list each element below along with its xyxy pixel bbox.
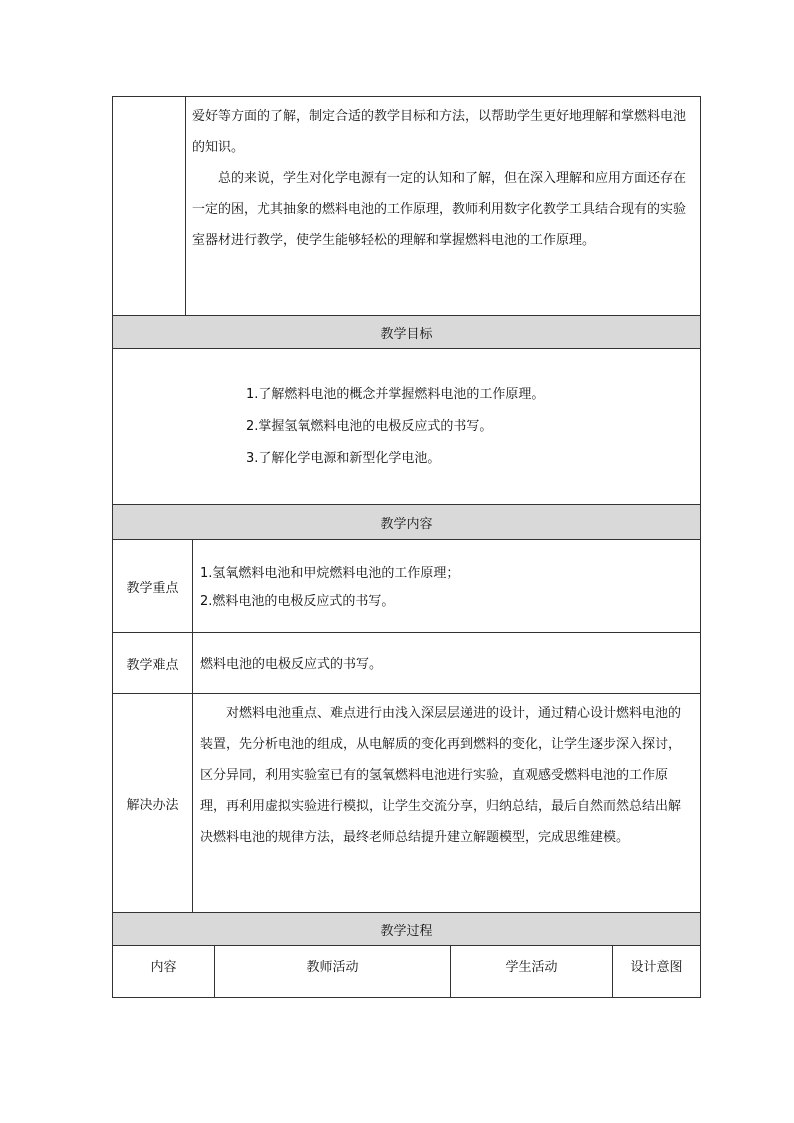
- objective-item: 2.掌握氢氧燃料电池的电极反应式的书写。: [246, 419, 493, 434]
- difficulties-cell: [192, 632, 701, 694]
- process-col-teacher: [214, 945, 451, 998]
- difficulties-label-cell: [112, 632, 193, 694]
- key-points-label: 教学重点: [126, 580, 179, 596]
- difficulties-label: 教学难点: [126, 657, 179, 673]
- intro-paragraph-1: 爱好等方面的了解，制定合适的教学目标和方法，以帮助学生更好地理解和掌燃料电池的知识。: [192, 109, 687, 155]
- col-header-intent: 设计意图: [630, 960, 683, 975]
- key-points-label-cell: [112, 539, 193, 633]
- col-header-content: 内容: [150, 960, 177, 975]
- solution-label-cell: [112, 693, 193, 913]
- key-points-cell: [192, 539, 701, 633]
- solution-text: 对燃料电池重点、难点进行由浅入深层层递进的设计，通过精心设计燃料电池的装置，先分析电池的组成，从电解质的变化再到燃料的变化，让学生逐步深入探讨，区分异同，利用实验室已有的氢氧燃料电池进行实验，直观感受燃料电池的工作原理，再利用虚拟实验进行模拟，让学生交流分享，归纳总结，最后自然而然总结出解决燃料电池的规律方法，最终老师总结提升建立解题模型，完成思维建模。: [200, 706, 682, 845]
- process-col-content: [112, 945, 215, 998]
- process-col-student: [450, 945, 613, 998]
- top-text-cell: [185, 96, 701, 316]
- process-col-intent: [612, 945, 701, 998]
- difficulties-text: 燃料电池的电极反应式的书写。: [200, 657, 383, 672]
- col-header-teacher: 教师活动: [306, 960, 359, 975]
- key-point-line: 1.氢氧燃料电池和甲烷燃料电池的工作原理；: [200, 566, 460, 581]
- content-title: 教学内容: [380, 516, 433, 532]
- solution-label: 解决办法: [126, 797, 179, 813]
- top-left-cell: [112, 96, 186, 316]
- key-point-line: 2.燃料电池的电极反应式的书写。: [200, 594, 395, 609]
- solution-cell: [192, 693, 701, 913]
- intro-paragraph-2: 总的来说，学生对化学电源有一定的认知和了解，但在深入理解和应用方面还存在一定的困，尤其抽象的燃料电池的工作原理，教师利用数字化教学工具结合现有的实验室器材进行教学，使学生能够轻松的理解和掌握燃料电池的工作原理。: [192, 171, 687, 248]
- objectives-header: [112, 315, 701, 349]
- objectives-body: [112, 348, 701, 505]
- objectives-title: 教学目标: [380, 326, 433, 342]
- col-header-student: 学生活动: [505, 960, 558, 975]
- objective-item: 3.了解化学电源和新型化学电池。: [246, 451, 441, 466]
- process-header: [112, 912, 701, 946]
- process-title: 教学过程: [380, 923, 433, 939]
- content-header: [112, 504, 701, 540]
- objective-item: 1.了解燃料电池的概念并掌握燃料电池的工作原理。: [246, 387, 545, 402]
